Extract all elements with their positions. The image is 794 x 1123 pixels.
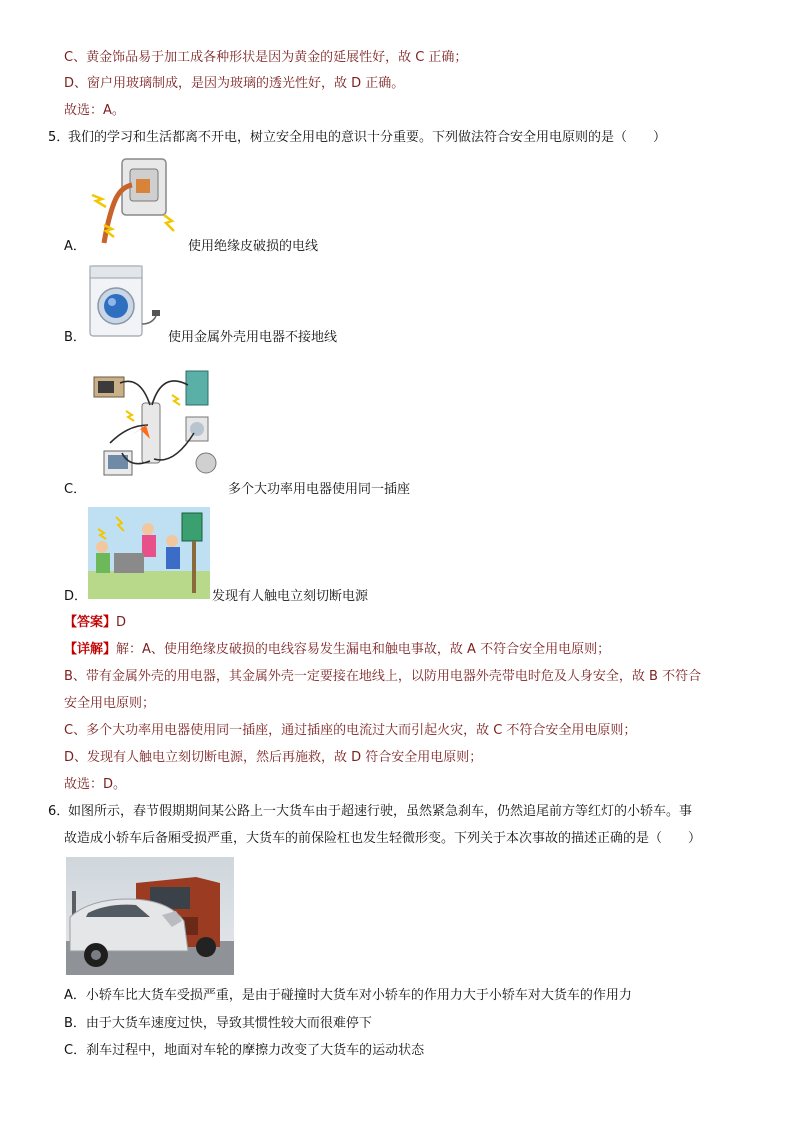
q5-option-b-text: 使用金属外壳用电器不接地线 bbox=[168, 330, 338, 345]
q5-option-d-text: 发现有人触电立刻切断电源 bbox=[212, 589, 369, 604]
answer-value: D bbox=[116, 615, 127, 630]
q5-option-a-letter: A． bbox=[64, 239, 86, 254]
question-6-stem-line-2: 故造成小轿车后备厢受损严重，大货车的前保险杠也发生轻微形变。下列关于本次事故的描述正确的是（ ） bbox=[64, 831, 702, 846]
q5-option-c-text: 多个大功率用电器使用同一插座 bbox=[228, 482, 411, 497]
q5-detail-line-3: 安全用电原则； bbox=[64, 696, 156, 711]
question-6-stem-line-1: 如图所示，春节假期期间某公路上一大货车由于超速行驶，虽然紧急刹车，仍然追尾前方等红灯的小轿车。事 bbox=[68, 804, 693, 819]
q5-option-d-letter: D． bbox=[64, 589, 88, 604]
q6-option-a: A．小轿车比大货车受损严重，是由于碰撞时大货车对小轿车的作用力大于小轿车对大货车的作用力 bbox=[64, 988, 632, 1003]
answer-tag: 【答案】 bbox=[64, 615, 117, 630]
damaged-plug-icon bbox=[86, 155, 184, 249]
washing-machine-icon bbox=[86, 264, 166, 340]
question-6-number: 6． bbox=[48, 804, 70, 819]
prev-solution-line-d: D、窗户用玻璃制成，是因为玻璃的透光性好，故 D 正确。 bbox=[64, 76, 405, 91]
detail-tag: 【详解】 bbox=[64, 642, 117, 657]
overloaded-socket-icon bbox=[86, 355, 226, 493]
q5-answer-line bbox=[64, 614, 126, 632]
prev-solution-choice: 故选：A。 bbox=[64, 103, 125, 118]
truck-car-collision-photo bbox=[66, 857, 234, 975]
q5-choice: 故选：D。 bbox=[64, 777, 127, 792]
question-5-stem: 我们的学习和生活都离不开电，树立安全用电的意识十分重要。下列做法符合安全用电原则的是（ ） bbox=[68, 130, 667, 145]
q5-detail-line-5: D、发现有人触电立刻切断电源，然后再施救，故 D 符合安全用电原则； bbox=[64, 750, 483, 765]
prev-solution-line-c: C、黄金饰品易于加工成各种形状是因为黄金的延展性好，故 C 正确； bbox=[64, 50, 468, 65]
electric-shock-rescue-icon bbox=[88, 507, 210, 599]
q6-option-c: C．刹车过程中，地面对车轮的摩擦力改变了大货车的运动状态 bbox=[64, 1043, 425, 1058]
q5-option-b-letter: B． bbox=[64, 330, 86, 345]
q5-detail-line-4: C、多个大功率用电器使用同一插座，通过插座的电流过大而引起火灾，故 C 不符合安全用电原则； bbox=[64, 723, 637, 738]
question-5-number: 5． bbox=[48, 130, 70, 145]
q6-option-b: B．由于大货车速度过快，导致其惯性较大而很难停下 bbox=[64, 1016, 372, 1031]
q5-detail-line-2: B、带有金属外壳的用电器，其金属外壳一定要接在地线上，以防用电器外壳带电时危及人身安全，故 B 不符合 bbox=[64, 669, 702, 684]
detail-text-1: 解：A、使用绝缘皮破损的电线容易发生漏电和触电事故，故 A 不符合安全用电原则； bbox=[116, 642, 611, 657]
q5-option-a-text: 使用绝缘皮破损的电线 bbox=[188, 239, 319, 254]
q5-option-c-letter: C． bbox=[64, 482, 87, 497]
q5-detail-line-1 bbox=[64, 641, 610, 659]
